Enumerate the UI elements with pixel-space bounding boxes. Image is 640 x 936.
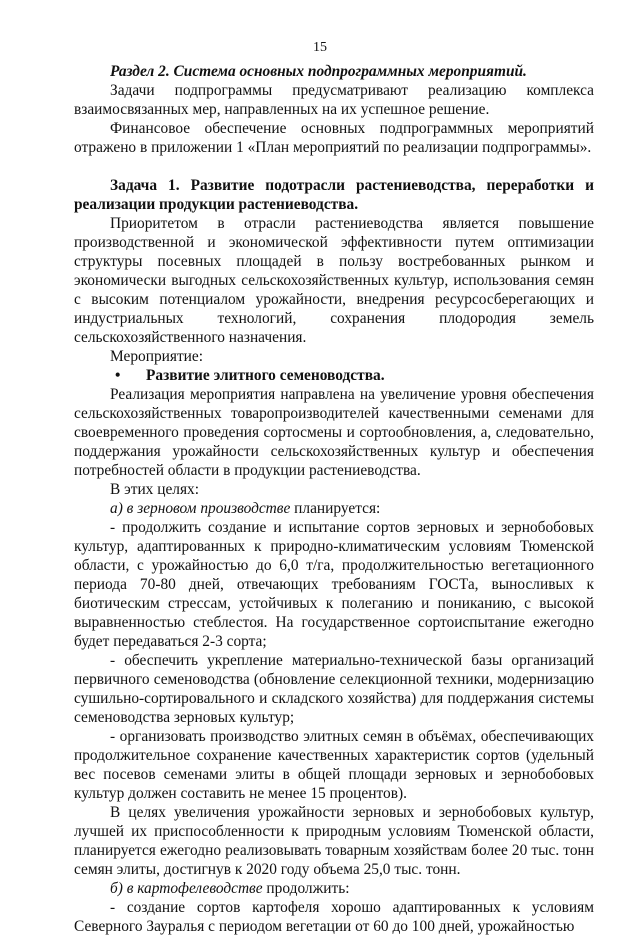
task-title: Задача 1. Развитие подотрасли растениеводства, переработки и реализации продукции растениеводства. xyxy=(74,177,594,213)
potato-intro-rest: продолжить: xyxy=(262,880,350,897)
list-item-varieties: - продолжить создание и испытание сортов зерновых и зернобобовых культур, адаптированных к природно-климатическим условиям Тюменской области, с урожайностью до 6,0 т/га, продолжительностью вегетационного периода 70-80 дней, отвечающих требованиям ГОСТа, выносливых к биотическим стрессам, устойчивых к полеганию и пониканию, с высокой выравненностью стеблестоя. На государственное сортоиспытание ежегодно будет передаваться 2-3 сорта; xyxy=(74,519,594,650)
paragraph-priority: Приоритетом в отрасли растениеводства является повышение производственной и экономической эффективности путем оптимизации структуры посевных площадей в пользу востребованных рынком и экономически выгодных сельскохозяйственных культур, использования семян с высоким потенциалом урожайности, внедрения ресурсосберегающих и индустриальных технологий, сохранения плодородия земель сельскохозяйственного назначения. xyxy=(74,215,594,346)
grain-intro-rest: планируется: xyxy=(290,500,381,517)
paragraph-goals: В этих целях: xyxy=(110,481,200,498)
section-title: Раздел 2. Система основных подпрограммных мероприятий. xyxy=(110,63,527,80)
potato-intro-italic: б) в картофелеводстве xyxy=(110,880,263,897)
paragraph-financing: Финансовое обеспечение основных подпрограммных мероприятий отражено в приложении 1 «План мероприятий по реализации подпрограммы». xyxy=(74,120,594,156)
list-item-potato: - создание сортов картофеля хорошо адаптированных к условиям Северного Зауралья с периодом вегетации от 60 до 100 дней, урожайностью xyxy=(74,899,594,935)
list-item-material-base: - обеспечить укрепление материально-технической базы организаций первичного семеноводства (обновление селекционной техники, модернизацию сушильно-сортировального и складского хозяйства) для поддержания системы семеноводства зерновых культур; xyxy=(74,652,594,726)
paragraph-yield: В целях увеличения урожайности зерновых и зернобобовых культур, лучшей их приспособленности к природным условиям Тюменской области, планируется ежегодно реализовывать товарным хозяйствам более 20 тыс. тонн семян элиты, достигнув к 2020 году объема 25,0 тыс. тонн. xyxy=(74,804,594,878)
grain-intro xyxy=(74,499,594,518)
grain-intro-italic: а) в зерновом производстве xyxy=(110,500,291,517)
measure-label: Мероприятие: xyxy=(110,348,204,365)
page-number: 15 xyxy=(313,40,327,55)
potato-intro xyxy=(74,879,594,898)
spacer xyxy=(74,157,594,176)
list-item-elite-seeds: - организовать производство элитных семян в объёмах, обеспечивающих продолжительное сохранение качественных характеристик сортов (удельный вес посевов семенами элиты в общей площади зерновых и зернобобовых культур должен составить не менее 15 процентов). xyxy=(74,728,594,802)
bullet-icon: • xyxy=(115,367,121,384)
bullet-item xyxy=(74,366,594,385)
paragraph-implementation: Реализация мероприятия направлена на увеличение уровня обеспечения сельскохозяйственных товаропроизводителей качественными семенами для своевременного проведения сортосмены и сортообновления, а, следовательно, поддержания урожайности сельскохозяйственных культур и обеспечения потребностей области в продукции растениеводства. xyxy=(74,386,594,479)
bullet-text: Развитие элитного семеноводства. xyxy=(146,367,385,384)
paragraph-tasks: Задачи подпрограммы предусматривают реализацию комплекса взаимосвязанных мер, направленных на их успешное решение. xyxy=(74,82,594,118)
document-body xyxy=(74,62,594,936)
